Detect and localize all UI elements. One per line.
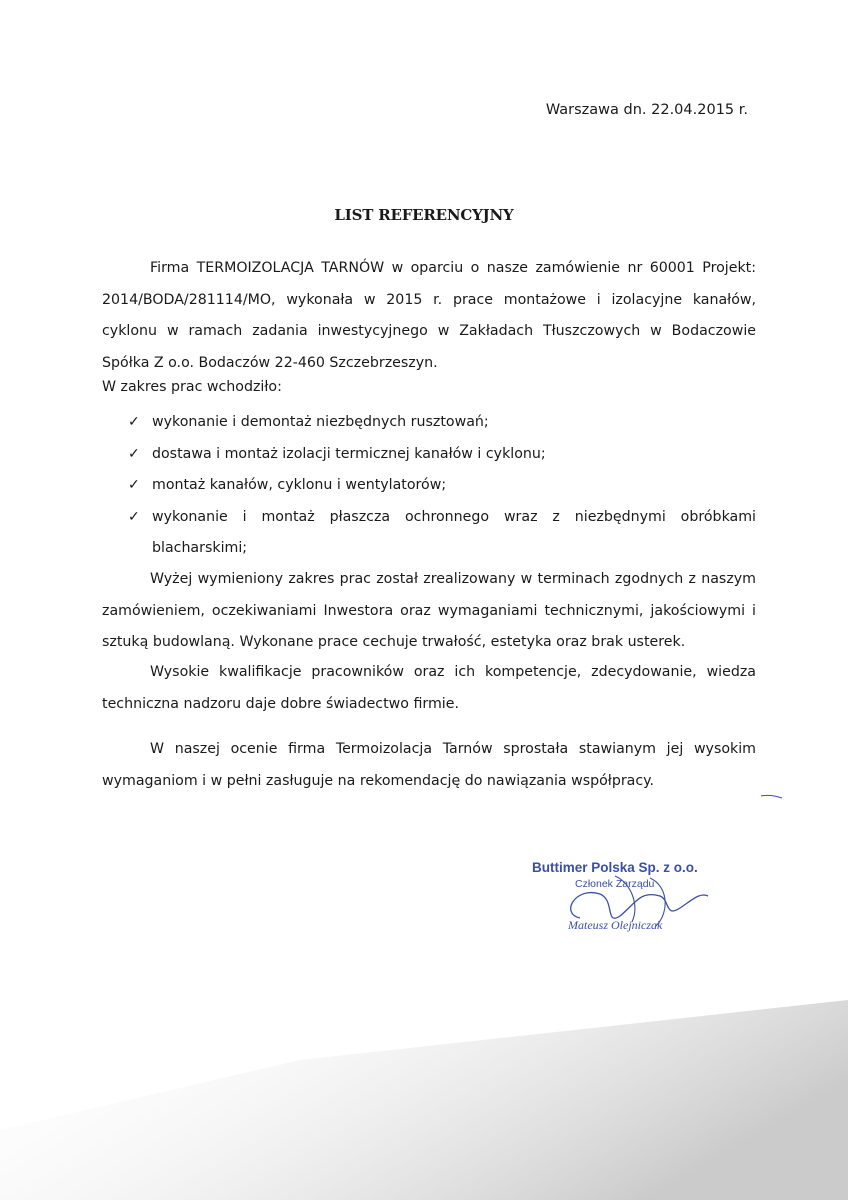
list-item-text: dostawa i montaż izolacji termicznej kanałów i cyklonu;: [152, 445, 546, 462]
list-item: [102, 502, 756, 565]
list-item-text: montaż kanałów, cyklonu i wentylatorów;: [152, 477, 447, 493]
pen-mark: [760, 790, 784, 802]
stamp-company: Buttimer Polska Sp. z o.o.: [532, 860, 698, 875]
checkmark-icon: ✓: [128, 477, 140, 493]
stamp-name: Mateusz Olejniczak: [568, 918, 663, 932]
list-item: [102, 407, 756, 439]
checkmark-icon: ✓: [128, 508, 140, 525]
paragraph-intro: Firma TERMOIZOLACJA TARNÓW w oparciu o nasze zamówienie nr 60001 Projekt: 2014/BODA/281114/MO, wykonała w 2015 r. prace montażowe i izolacyjne kanałów, cyklonu w ramach zadania inwestycyjnego w Zakładach Tłuszczowych w Bodaczowie Spółka Z o.o. Bodaczów 22-460 Szczebrzeszyn.: [102, 260, 756, 371]
letter-title: LIST REFERENCYJNY: [334, 206, 514, 224]
list-item: [102, 439, 756, 471]
company-stamp: [520, 856, 760, 946]
place-date: Warszawa dn. 22.04.2015 r.: [545, 102, 748, 118]
paragraph-recommendation: W naszej ocenie firma Termoizolacja Tarnów sprostała stawianym jej wysokim wymaganiom i w pełni zasługuje na rekomendację do nawiązania współpracy.: [102, 741, 756, 789]
paragraph-qualifications: Wysokie kwalifikacje pracowników oraz ich kompetencje, zdecydowanie, wiedza techniczna nadzoru daje dobre świadectwo firmie.: [102, 664, 756, 712]
checkmark-icon: ✓: [128, 445, 140, 462]
list-item: [102, 470, 756, 502]
scan-shadow: [0, 990, 848, 1200]
paragraph-completion: Wyżej wymieniony zakres prac został zrealizowany w terminach zgodnych z naszym zamówieniem, oczekiwaniami Inwestora oraz wymaganiami technicznymi, jakościowymi i sztuką budowlaną. Wykonane prace cechuje trwałość, estetyka oraz brak usterek.: [102, 571, 756, 650]
checkmark-icon: ✓: [128, 414, 140, 430]
list-item-text: wykonanie i demontaż niezbędnych rusztowań;: [152, 414, 489, 430]
scope-list: [102, 407, 756, 565]
stamp-role: Członek Zarządu: [575, 878, 655, 890]
scope-label: W zakres prac wchodziło:: [102, 379, 282, 395]
list-item-text: wykonanie i montaż płaszcza ochronnego wraz z niezbędnymi obróbkami blacharskimi;: [152, 508, 756, 556]
